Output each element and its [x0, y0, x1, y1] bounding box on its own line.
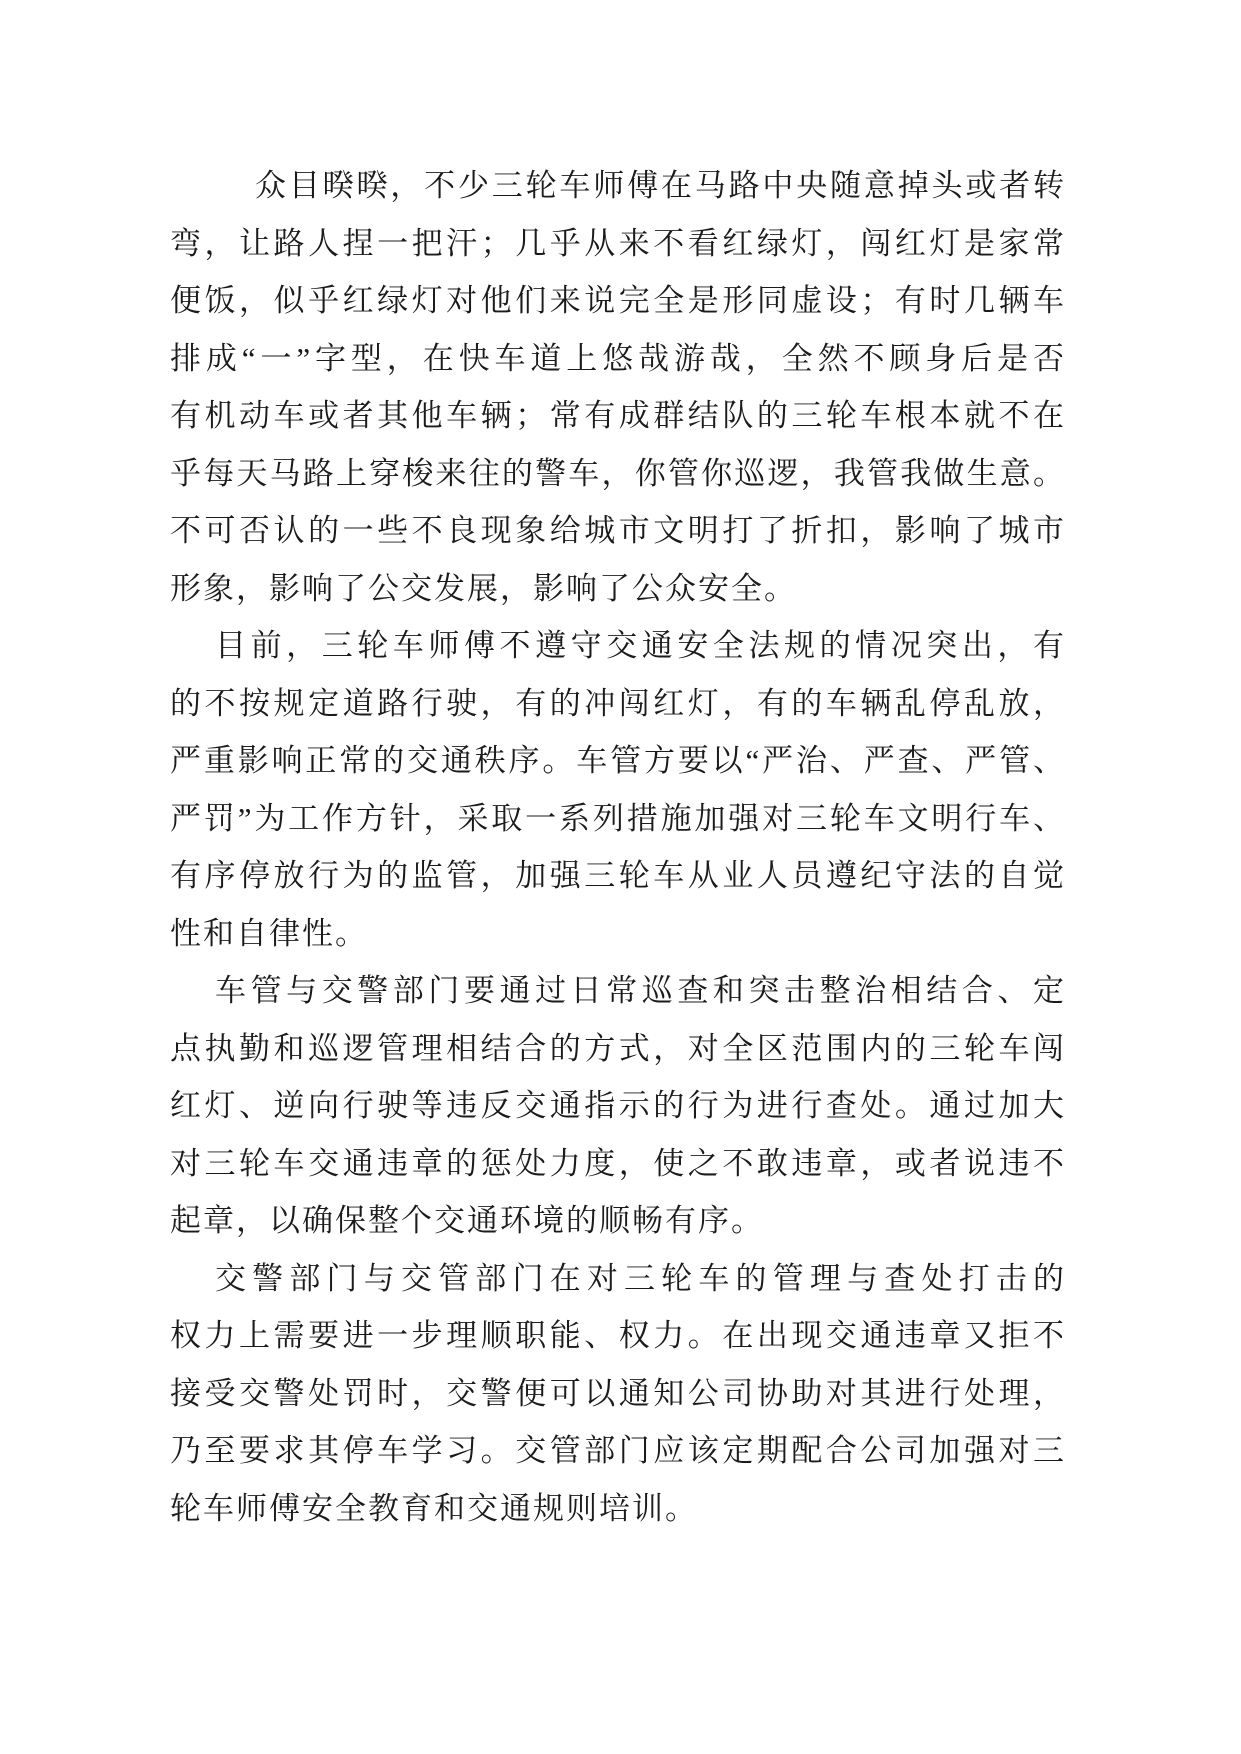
text-line: 交警部门与交管部门在对三轮车的管理与查处打击的: [215, 1260, 1066, 1296]
text-line: 车管与交警部门要通过日常巡查和突击整治相结合、定: [215, 973, 1066, 1008]
text-line: 形象，影响了公交发展，影响了公众安全。: [170, 570, 797, 606]
text-line: 乃至要求其停车学习。交管部门应该定期配合公司加强对三: [170, 1433, 1066, 1468]
text-line: 有序停放行为的监管，加强三轮车从业人员遵纪守法的自觉: [170, 858, 1066, 893]
text-line: 严重影响正常的交通秩序。车管方要以“严治、严查、严管、: [170, 743, 1066, 778]
text-line: 红灯、逆向行驶等违反交通指示的行为进行查处。通过加大: [170, 1088, 1066, 1123]
text-line: 严罚”为工作方针，采取一系列措施加强对三轮车文明行车、: [170, 800, 1066, 836]
text-line: 不可否认的一些不良现象给城市文明打了折扣，影响了城市: [170, 513, 1066, 548]
text-line: 点执勤和巡逻管理相结合的方式，对全区范围内的三轮车闯: [170, 1030, 1066, 1066]
text-line: 轮车师傅安全教育和交通规则培训。: [170, 1490, 698, 1526]
text-line: 有机动车或者其他车辆；常有成群结队的三轮车根本就不在: [170, 398, 1066, 433]
text-line: 排成“一”字型，在快车道上悠哉游哉，全然不顾身后是否: [170, 340, 1066, 376]
text-line: 众目暌暌，不少三轮车师傅在马路中央随意掉头或者转: [255, 168, 1066, 203]
text-line: 起章，以确保整个交通环境的顺畅有序。: [170, 1203, 764, 1238]
text-line: 接受交警处罚时，交警便可以通知公司协助对其进行处理，: [170, 1375, 1066, 1411]
text-line: 性和自律性。: [170, 915, 368, 951]
text-line: 的不按规定道路行驶，有的冲闯红灯，有的车辆乱停乱放，: [170, 685, 1066, 721]
text-line: 乎每天马路上穿梭来往的警车，你管你巡逻，我管我做生意。: [170, 455, 1066, 491]
text-line: 权力上需要进一步理顺职能、权力。在出现交通违章又拒不: [170, 1318, 1066, 1353]
text-line: 对三轮车交通违章的惩处力度，使之不敢违章，或者说违不: [170, 1145, 1066, 1181]
text-line: 便饭，似乎红绿灯对他们来说完全是形同虚设；有时几辆车: [170, 283, 1066, 318]
document-text-block: [170, 157, 1066, 1537]
text-line: 目前，三轮车师傅不遵守交通安全法规的情况突出，有: [215, 628, 1066, 663]
text-line: 弯，让路人捏一把汗；几乎从来不看红绿灯，闯红灯是家常: [170, 225, 1066, 261]
